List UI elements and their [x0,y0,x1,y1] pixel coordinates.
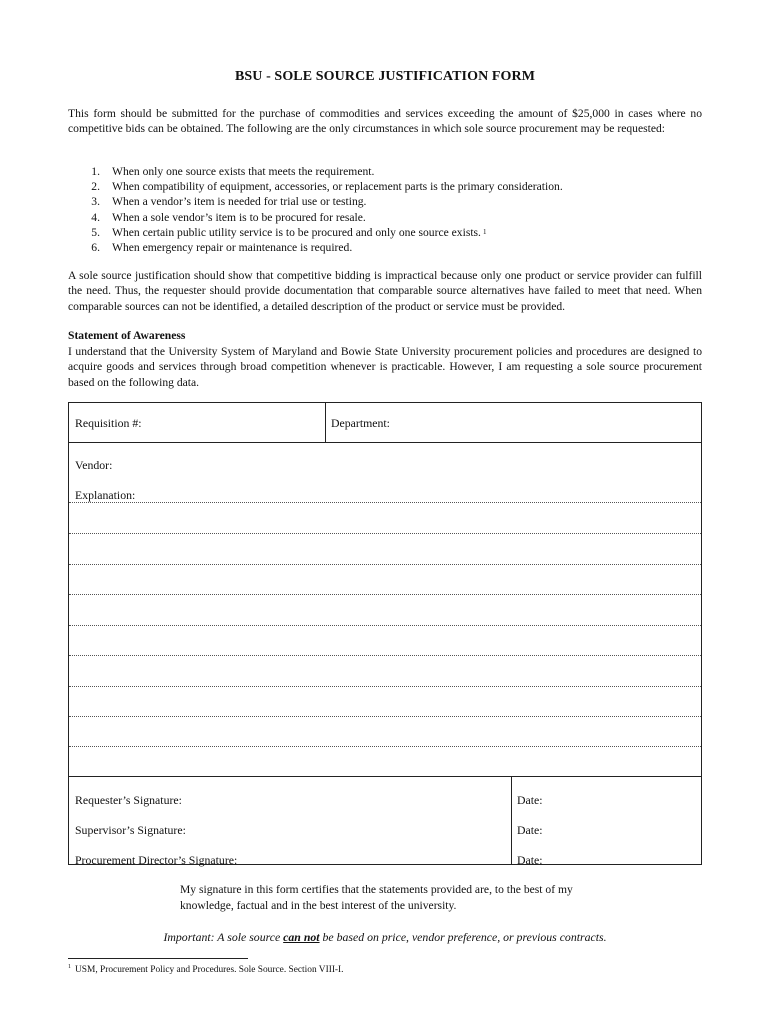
supervisor-date-field[interactable] [512,808,701,838]
list-item: 4. When a sole vendor’s item is to be procured for resale. [91,210,366,224]
explanation-line [69,594,701,595]
requisition-field[interactable] [69,403,325,442]
awareness-paragraph: I understand that the University System of Maryland and Bowie State University procurement policies and procedures are designed to acquire goods and services through broad competition whenever is practicable. However, I am requesting a sole source procurement based on the following data. [68,345,702,389]
circumstances-list [68,164,563,255]
footnote: $^1$ USM, Procurement Policy and Procedures. Sole Source. Section VIII-I. [68,964,344,975]
supervisor-date-label: Date: [517,823,543,837]
vendor-field[interactable] [69,443,701,483]
supervisor-signature-field[interactable] [69,808,511,838]
supervisor-signature-label: Supervisor’s Signature: [75,823,186,837]
important-emphasis: can not [283,930,320,944]
list-item: 6. When emergency repair or maintenance is required. [91,241,353,255]
page-title: BSU - SOLE SOURCE JUSTIFICATION FORM [234,69,536,84]
requisition-label: Requisition #: [75,416,142,430]
justification-form [68,402,702,865]
explanation-line [69,716,701,717]
explanation-line [69,686,701,687]
list-item: 3. When a vendor’s item is needed for trial use or testing. [91,195,367,209]
explanation-field[interactable] [69,485,701,775]
director-signature-field[interactable] [69,839,511,864]
explanation-line [69,746,701,747]
requester-date-label: Date: [517,793,543,807]
justification-paragraph: A sole source justification should show that competitive bidding is impractical because only one product or service provider can fulfill the need. Thus, the requester should provide documentation that comparable source alternatives have failed to meet that need. When comparable sources can not be identified, a detailed description of the product or service must be provided. [68,269,702,313]
department-label: Department: [331,416,390,430]
awareness-heading: Statement of Awareness [68,329,186,342]
intro-paragraph: This form should be submitted for the purchase of commodities and services exceeding the amount of $25,000 in cases where no competitive bids can be obtained. The following are the only circumstances in which sole source procurement may be requested: [68,107,702,136]
explanation-line [69,625,701,626]
requester-signature-label: Requester’s Signature: [75,793,182,807]
certification-statement: My signature in this form certifies that the statements provided are, to the best of my knowledge, factual and in the best interest of the university. [180,883,573,912]
director-signature-label: Procurement Director’s Signature: [75,853,238,867]
explanation-line [69,655,701,656]
explanation-line [69,533,701,534]
director-date-label: Date: [517,853,543,867]
list-item: 5. When certain public utility service is to be procured and only one source exists. 1 [91,225,487,239]
list-item: 2. When compatibility of equipment, accessories, or replacement parts is the primary consideration. [91,180,563,194]
list-item: 1. When only one source exists that meets the requirement. [91,165,375,178]
director-date-field[interactable] [512,839,701,864]
important-note: Important: A sole source can not be based on price, vendor preference, or previous contracts. [163,930,607,944]
footnote-reference: 1 [482,227,487,236]
requester-signature-field[interactable] [69,777,511,807]
requester-date-field[interactable] [512,777,701,807]
explanation-label: Explanation: [75,488,136,502]
explanation-line [69,502,701,503]
vendor-label: Vendor: [75,458,113,472]
footnote-rule [68,958,248,959]
department-field[interactable] [326,403,701,442]
explanation-line [69,564,701,565]
